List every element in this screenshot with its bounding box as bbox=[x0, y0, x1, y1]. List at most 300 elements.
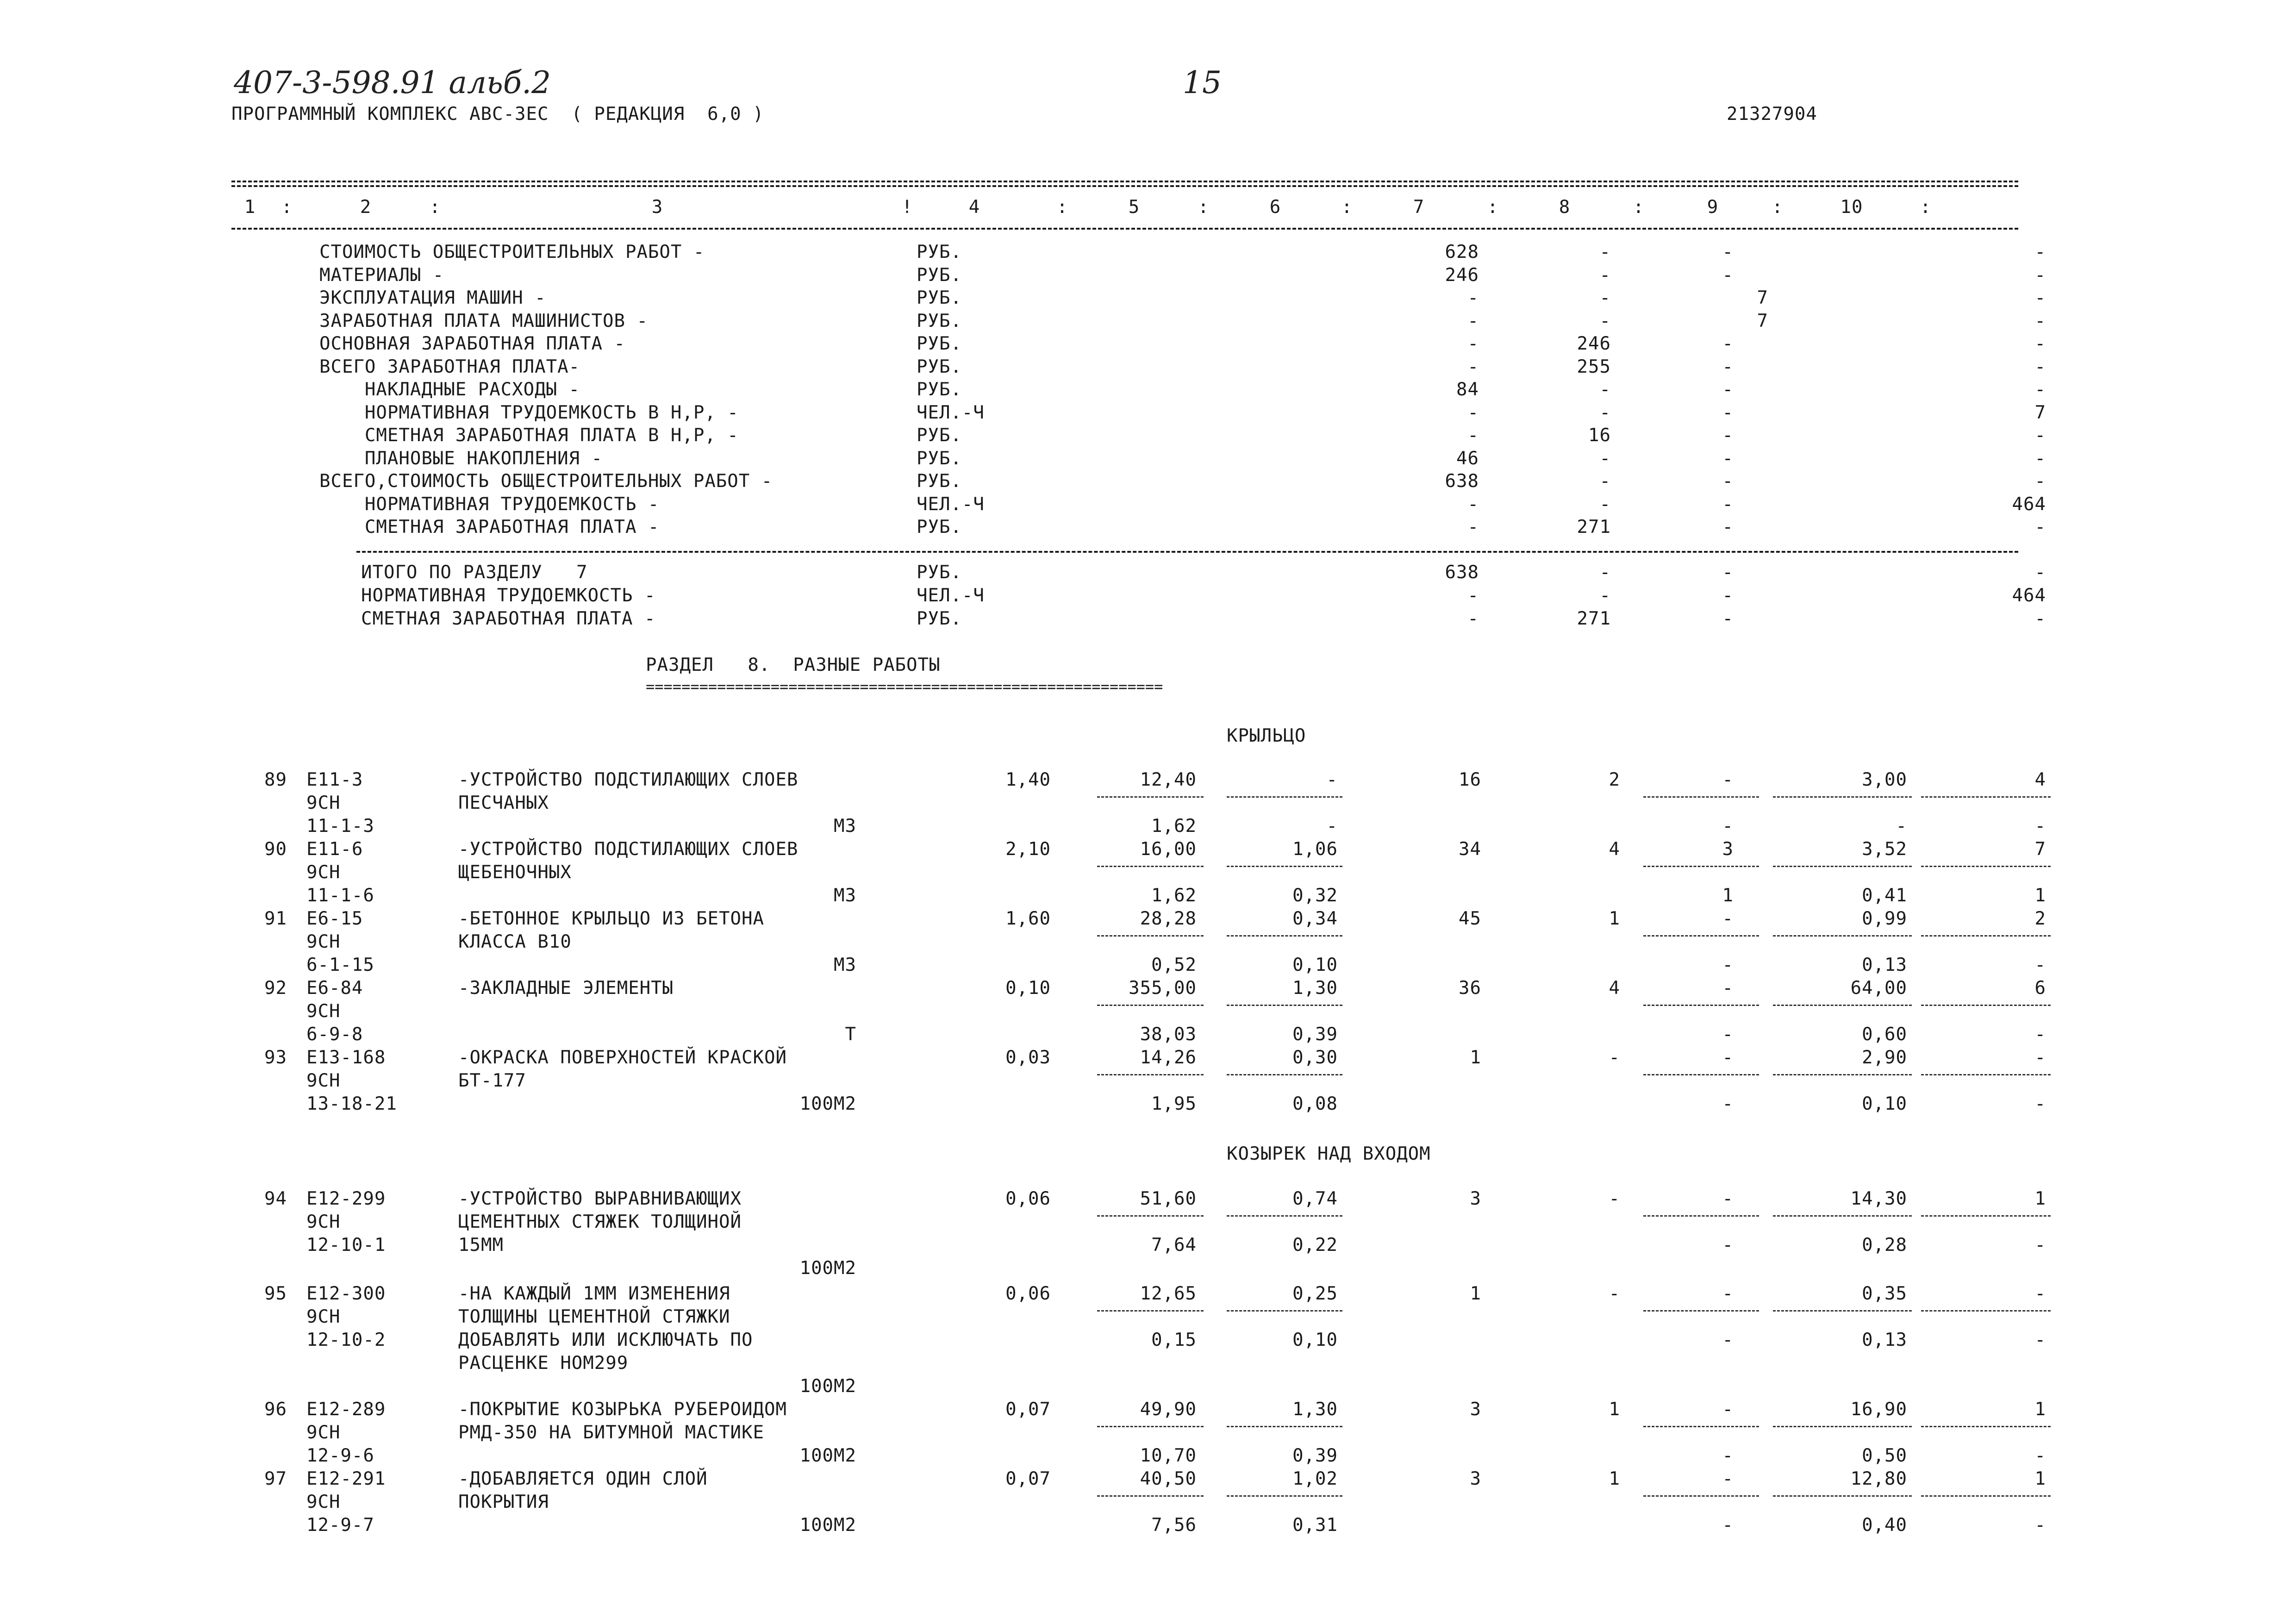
item-mech-wage: 0,39 bbox=[1292, 1445, 1338, 1466]
item-price-wage: 1,06 bbox=[1292, 839, 1338, 860]
item-rule bbox=[1227, 866, 1342, 867]
summary2-unit: РУБ. bbox=[917, 608, 962, 629]
summary-value-7: 638 bbox=[1445, 471, 1479, 492]
item-unit: 100М2 bbox=[799, 1445, 856, 1466]
item-mech-10: 0,13 bbox=[1862, 955, 1907, 975]
item-rule bbox=[1097, 935, 1204, 937]
item-description: -ПОКРЫТИЕ КОЗЫРЬКА РУБЕРОИДОМ bbox=[458, 1399, 787, 1420]
table-top-rule-2 bbox=[231, 185, 2018, 187]
summary-unit: РУБ. bbox=[917, 310, 962, 331]
subsection-porch: КРЫЛЬЦО bbox=[1227, 725, 1306, 746]
item-price-wage: 1,30 bbox=[1292, 1399, 1338, 1420]
item-unit: 100М2 bbox=[799, 1376, 856, 1397]
column-header-3: 3 bbox=[651, 197, 663, 218]
summary-value-8: 271 bbox=[1577, 517, 1611, 537]
summary-value-7: - bbox=[1467, 493, 1479, 515]
item-mech-total: 1,62 bbox=[1151, 816, 1197, 837]
item-number: 89 bbox=[264, 769, 287, 790]
item-rule bbox=[1921, 866, 2051, 867]
item-cost-9: - bbox=[1722, 1399, 1734, 1420]
item-number: 95 bbox=[264, 1283, 287, 1304]
summary-value-11: 7 bbox=[2034, 402, 2046, 423]
summary-value-11: - bbox=[2034, 356, 2046, 377]
item-code: 12-10-2 bbox=[306, 1330, 386, 1350]
summary-value-8: - bbox=[1599, 448, 1611, 469]
item-description: ЦЕМЕНТНЫХ СТЯЖЕК ТОЛЩИНОЙ bbox=[458, 1212, 742, 1232]
section-underline: ========================================================== bbox=[646, 678, 1163, 695]
summary-value-7: - bbox=[1467, 425, 1479, 446]
item-quantity: 1,60 bbox=[1005, 908, 1051, 929]
summary-value-11: - bbox=[2034, 264, 2046, 286]
item-mech-9: - bbox=[1722, 1235, 1734, 1255]
item-description: ПЕСЧАНЫХ bbox=[458, 793, 549, 813]
summary-value-7: 628 bbox=[1445, 242, 1479, 262]
item-cost-7: 36 bbox=[1459, 978, 1481, 999]
item-rule bbox=[1227, 796, 1342, 798]
summary-value-8: 16 bbox=[1588, 425, 1611, 446]
summary-value-11: - bbox=[2034, 287, 2046, 308]
item-cost-8: 4 bbox=[1609, 839, 1620, 860]
column-separator: : bbox=[1920, 197, 1932, 218]
column-header-7: 7 bbox=[1413, 197, 1425, 218]
item-code: 9СН bbox=[306, 1492, 341, 1512]
item-number: 92 bbox=[264, 978, 287, 999]
item-rule bbox=[1227, 1215, 1342, 1217]
item-price-wage: 1,30 bbox=[1292, 978, 1338, 999]
page-number: 15 bbox=[1183, 65, 1222, 100]
item-rule bbox=[1773, 1426, 1912, 1427]
item-rule bbox=[1773, 796, 1912, 798]
item-number: 94 bbox=[264, 1188, 287, 1209]
item-rule bbox=[1643, 1005, 1759, 1006]
summary-unit: ЧЕЛ.-Ч bbox=[917, 493, 985, 515]
item-quantity: 0,07 bbox=[1005, 1399, 1051, 1420]
item-mech-9: - bbox=[1722, 955, 1734, 975]
item-unit: 100М2 bbox=[799, 1093, 856, 1114]
summary-label: НОРМАТИВНАЯ ТРУДОЕМКОСТЬ - bbox=[319, 493, 660, 515]
summary-value-11: - bbox=[2034, 333, 2046, 354]
item-cost-10: 0,99 bbox=[1862, 908, 1907, 929]
item-cost-7: 3 bbox=[1470, 1399, 1481, 1420]
item-mech-wage: 0,31 bbox=[1292, 1515, 1338, 1536]
item-code: Е13-168 bbox=[306, 1047, 386, 1068]
summary-unit: РУБ. bbox=[917, 356, 962, 377]
item-mech-9: - bbox=[1722, 1024, 1734, 1045]
summary-value-8: 255 bbox=[1577, 356, 1611, 377]
item-rule bbox=[1643, 1074, 1759, 1075]
summary-label: ПЛАНОВЫЕ НАКОПЛЕНИЯ - bbox=[319, 448, 603, 469]
summary-value-7: - bbox=[1467, 356, 1479, 377]
column-header-9: 9 bbox=[1707, 197, 1719, 218]
column-separator: : bbox=[281, 197, 293, 218]
summary-unit: РУБ. bbox=[917, 333, 962, 354]
item-rule bbox=[1227, 1074, 1342, 1075]
summary2-value-9: - bbox=[1722, 608, 1734, 629]
item-mech-11: - bbox=[2034, 1024, 2046, 1045]
summary2-value-11: - bbox=[2034, 562, 2046, 583]
item-description: БТ-177 bbox=[458, 1070, 526, 1091]
item-code: Е12-300 bbox=[306, 1283, 386, 1304]
item-price-total: 49,90 bbox=[1140, 1399, 1197, 1420]
item-mech-11: - bbox=[2034, 1515, 2046, 1536]
column-separator: : bbox=[429, 197, 441, 218]
item-mech-wage: 0,10 bbox=[1292, 1330, 1338, 1350]
summary-label: ВСЕГО,СТОИМОСТЬ ОБЩЕСТРОИТЕЛЬНЫХ РАБОТ - bbox=[319, 471, 773, 492]
summary-value-7: 46 bbox=[1456, 448, 1479, 469]
item-mech-wage: 0,10 bbox=[1292, 955, 1338, 975]
item-code: 9СН bbox=[306, 1070, 341, 1091]
summary2-value-8: 271 bbox=[1577, 608, 1611, 629]
item-rule bbox=[1643, 1215, 1759, 1217]
item-rule bbox=[1921, 1005, 2051, 1006]
item-mech-total: 1,95 bbox=[1151, 1093, 1197, 1114]
item-rule bbox=[1643, 935, 1759, 937]
item-description: 15ММ bbox=[458, 1235, 504, 1255]
item-description: -ЗАКЛАДНЫЕ ЭЛЕМЕНТЫ bbox=[458, 978, 674, 999]
item-rule bbox=[1643, 866, 1759, 867]
item-mech-11: - bbox=[2034, 1235, 2046, 1255]
item-price-total: 51,60 bbox=[1140, 1188, 1197, 1209]
item-number: 97 bbox=[264, 1468, 287, 1489]
item-price-total: 355,00 bbox=[1129, 978, 1197, 999]
item-mech-total: 7,56 bbox=[1151, 1515, 1197, 1536]
item-cost-8: 4 bbox=[1609, 978, 1620, 999]
item-price-total: 16,00 bbox=[1140, 839, 1197, 860]
item-mech-total: 0,52 bbox=[1151, 955, 1197, 975]
column-header-8: 8 bbox=[1559, 197, 1571, 218]
item-quantity: 0,10 bbox=[1005, 978, 1051, 999]
summary-value-9: - bbox=[1722, 264, 1734, 286]
item-cost-11: 2 bbox=[2034, 908, 2046, 929]
item-code: Е6-15 bbox=[306, 908, 363, 929]
item-code: 9СН bbox=[306, 1422, 341, 1443]
item-cost-10: 16,90 bbox=[1850, 1399, 1907, 1420]
item-mech-9: - bbox=[1722, 1445, 1734, 1466]
summary-unit: РУБ. bbox=[917, 517, 962, 537]
item-mech-10: 0,13 bbox=[1862, 1330, 1907, 1350]
item-rule bbox=[1773, 1310, 1912, 1312]
item-price-wage: - bbox=[1326, 769, 1338, 790]
summary-unit: РУБ. bbox=[917, 471, 962, 492]
item-cost-11: 1 bbox=[2034, 1188, 2046, 1209]
item-mech-wage: - bbox=[1326, 816, 1338, 837]
item-rule bbox=[1921, 935, 2051, 937]
item-rule bbox=[1773, 1215, 1912, 1217]
summary-label: ВСЕГО ЗАРАБОТНАЯ ПЛАТА- bbox=[319, 356, 580, 377]
table-top-rule bbox=[231, 181, 2018, 182]
summary-value-9: - bbox=[1722, 356, 1734, 377]
item-number: 93 bbox=[264, 1047, 287, 1068]
item-quantity: 0,06 bbox=[1005, 1283, 1051, 1304]
item-quantity: 2,10 bbox=[1005, 839, 1051, 860]
summary-value-8: - bbox=[1599, 471, 1611, 492]
item-description: ПОКРЫТИЯ bbox=[458, 1492, 549, 1512]
item-description: -НА КАЖДЫЙ 1ММ ИЗМЕНЕНИЯ bbox=[458, 1283, 730, 1304]
item-rule bbox=[1227, 1005, 1342, 1006]
item-rule bbox=[1643, 796, 1759, 798]
column-header-5: 5 bbox=[1128, 197, 1140, 218]
summary-unit: РУБ. bbox=[917, 425, 962, 446]
summary-value-9: - bbox=[1722, 242, 1734, 262]
item-mech-total: 7,64 bbox=[1151, 1235, 1197, 1255]
item-unit: 100М2 bbox=[799, 1258, 856, 1279]
summary-value-9: - bbox=[1722, 333, 1734, 354]
summary-unit: РУБ. bbox=[917, 287, 962, 308]
summary-value-8: - bbox=[1599, 379, 1611, 400]
item-mech-11: - bbox=[2034, 1445, 2046, 1466]
summary-value-9: - bbox=[1722, 379, 1734, 400]
item-rule bbox=[1097, 1074, 1204, 1075]
summary-value-9: - bbox=[1722, 471, 1734, 492]
summary-unit: ЧЕЛ.-Ч bbox=[917, 402, 985, 423]
item-price-wage: 0,34 bbox=[1292, 908, 1338, 929]
column-separator: : bbox=[1198, 197, 1210, 218]
item-description: -ОКРАСКА ПОВЕРХНОСТЕЙ КРАСКОЙ bbox=[458, 1047, 787, 1068]
summary-label: НОРМАТИВНАЯ ТРУДОЕМКОСТЬ В Н,Р, - bbox=[319, 402, 739, 423]
item-mech-wage: 0,39 bbox=[1292, 1024, 1338, 1045]
summary-unit: РУБ. bbox=[917, 264, 962, 286]
summary-value-9: - bbox=[1722, 493, 1734, 515]
column-header-1: 1 bbox=[244, 197, 256, 218]
item-cost-10: 14,30 bbox=[1850, 1188, 1907, 1209]
item-description: -УСТРОЙСТВО ПОДСТИЛАЮЩИХ СЛОЕВ bbox=[458, 769, 799, 790]
summary-value-9: - bbox=[1722, 402, 1734, 423]
item-cost-11: 6 bbox=[2034, 978, 2046, 999]
item-cost-8: - bbox=[1609, 1188, 1620, 1209]
item-mech-10: 0,28 bbox=[1862, 1235, 1907, 1255]
item-mech-9: - bbox=[1722, 1515, 1734, 1536]
item-rule bbox=[1227, 935, 1342, 937]
item-rule bbox=[1921, 796, 2051, 798]
item-cost-11: - bbox=[2034, 1047, 2046, 1068]
item-rule bbox=[1097, 1426, 1204, 1427]
item-code: Е11-6 bbox=[306, 839, 363, 860]
item-price-wage: 1,02 bbox=[1292, 1468, 1338, 1489]
item-cost-10: 0,35 bbox=[1862, 1283, 1907, 1304]
summary-value-11: - bbox=[2034, 310, 2046, 331]
item-mech-10: 0,41 bbox=[1862, 885, 1907, 906]
item-unit: М3 bbox=[834, 955, 856, 975]
item-cost-11: - bbox=[2034, 1283, 2046, 1304]
item-price-total: 12,65 bbox=[1140, 1283, 1197, 1304]
summary-unit: РУБ. bbox=[917, 448, 962, 469]
item-mech-9: - bbox=[1722, 1330, 1734, 1350]
item-rule bbox=[1643, 1426, 1759, 1427]
item-rule bbox=[1921, 1310, 2051, 1312]
item-rule bbox=[1773, 1074, 1912, 1075]
summary2-value-7: - bbox=[1467, 608, 1479, 629]
item-number: 96 bbox=[264, 1399, 287, 1420]
item-mech-total: 0,15 bbox=[1151, 1330, 1197, 1350]
summary-label: ЗАРАБОТНАЯ ПЛАТА МАШИНИСТОВ - bbox=[319, 310, 648, 331]
summary-unit: РУБ. bbox=[917, 242, 962, 262]
summary2-value-7: - bbox=[1467, 585, 1479, 606]
item-cost-7: 1 bbox=[1470, 1047, 1481, 1068]
item-rule bbox=[1773, 1005, 1912, 1006]
item-code: 9СН bbox=[306, 1306, 341, 1327]
item-cost-10: 3,00 bbox=[1862, 769, 1907, 790]
item-rule bbox=[1227, 1310, 1342, 1312]
item-rule bbox=[1097, 1215, 1204, 1217]
item-mech-9: 1 bbox=[1722, 885, 1734, 906]
item-mech-total: 10,70 bbox=[1140, 1445, 1197, 1466]
item-cost-9: - bbox=[1722, 978, 1734, 999]
item-rule bbox=[1643, 1495, 1759, 1497]
column-separator: : bbox=[1056, 197, 1068, 218]
summary-value-7: - bbox=[1467, 287, 1479, 308]
summary-label: МАТЕРИАЛЫ - bbox=[319, 264, 444, 286]
item-code: 13-18-21 bbox=[306, 1093, 397, 1114]
summary2-unit: ЧЕЛ.-Ч bbox=[917, 585, 985, 606]
summary-label: ОСНОВНАЯ ЗАРАБОТНАЯ ПЛАТА - bbox=[319, 333, 625, 354]
subsection-canopy: КОЗЫРЕК НАД ВХОДОМ bbox=[1227, 1143, 1431, 1164]
item-cost-10: 64,00 bbox=[1850, 978, 1907, 999]
item-cost-9: - bbox=[1722, 1468, 1734, 1489]
item-rule bbox=[1921, 1495, 2051, 1497]
summary-value-9: - bbox=[1722, 425, 1734, 446]
item-cost-9: - bbox=[1722, 769, 1734, 790]
item-cost-8: 1 bbox=[1609, 908, 1620, 929]
item-mech-wage: 0,22 bbox=[1292, 1235, 1338, 1255]
column-separator: : bbox=[1341, 197, 1353, 218]
summary-rule bbox=[356, 551, 2018, 553]
summary2-unit: РУБ. bbox=[917, 562, 962, 583]
item-cost-11: 1 bbox=[2034, 1399, 2046, 1420]
item-mech-10: 0,60 bbox=[1862, 1024, 1907, 1045]
item-mech-10: 0,50 bbox=[1862, 1445, 1907, 1466]
item-cost-9: - bbox=[1722, 1047, 1734, 1068]
summary-label: СМЕТНАЯ ЗАРАБОТНАЯ ПЛАТА В Н,Р, - bbox=[319, 425, 739, 446]
summary-value-9: - bbox=[1722, 517, 1734, 537]
item-price-total: 40,50 bbox=[1140, 1468, 1197, 1489]
item-unit: 100М2 bbox=[799, 1515, 856, 1536]
summary-value-8: - bbox=[1599, 402, 1611, 423]
item-description: РМД-350 НА БИТУМНОЙ МАСТИКЕ bbox=[458, 1422, 764, 1443]
item-mech-10: - bbox=[1896, 816, 1907, 837]
item-mech-11: 1 bbox=[2034, 885, 2046, 906]
summary2-value-7: 638 bbox=[1445, 562, 1479, 583]
item-cost-8: 1 bbox=[1609, 1399, 1620, 1420]
item-code: 9СН bbox=[306, 1001, 341, 1022]
item-rule bbox=[1773, 1495, 1912, 1497]
item-code: 9СН bbox=[306, 1212, 341, 1232]
item-rule bbox=[1097, 1005, 1204, 1006]
summary-value-8: - bbox=[1599, 287, 1611, 308]
summary-label: СМЕТНАЯ ЗАРАБОТНАЯ ПЛАТА - bbox=[319, 517, 660, 537]
summary2-label: ИТОГО ПО РАЗДЕЛУ 7 bbox=[361, 562, 588, 583]
summary-value-9: - bbox=[1722, 448, 1734, 469]
summary-value-7: - bbox=[1467, 333, 1479, 354]
column-header-10: 10 bbox=[1840, 197, 1863, 218]
item-code: Е12-299 bbox=[306, 1188, 386, 1209]
item-code: 6-1-15 bbox=[306, 955, 374, 975]
summary2-value-8: - bbox=[1599, 562, 1611, 583]
column-separator: : bbox=[1772, 197, 1784, 218]
item-quantity: 0,03 bbox=[1005, 1047, 1051, 1068]
summary2-label: НОРМАТИВНАЯ ТРУДОЕМКОСТЬ - bbox=[361, 585, 656, 606]
item-cost-9: - bbox=[1722, 1188, 1734, 1209]
summary-value-8: 246 bbox=[1577, 333, 1611, 354]
item-mech-total: 38,03 bbox=[1140, 1024, 1197, 1045]
item-mech-wage: 0,32 bbox=[1292, 885, 1338, 906]
summary-unit: РУБ. bbox=[917, 379, 962, 400]
program-line: ПРОГРАММНЫЙ КОМПЛЕКС АВС-3ЕС ( РЕДАКЦИЯ 6,0 ) bbox=[231, 104, 764, 125]
item-rule bbox=[1097, 796, 1204, 798]
item-cost-9: - bbox=[1722, 1283, 1734, 1304]
item-code: 12-9-7 bbox=[306, 1515, 374, 1536]
item-description: ДОБАВЛЯТЬ ИЛИ ИСКЛЮЧАТЬ ПО bbox=[458, 1330, 753, 1350]
table-header-rule bbox=[231, 228, 2018, 230]
item-description: ЩЕБЕНОЧНЫХ bbox=[458, 862, 572, 883]
summary-value-7: - bbox=[1467, 517, 1479, 537]
item-price-total: 12,40 bbox=[1140, 769, 1197, 790]
summary-value-11: - bbox=[2034, 448, 2046, 469]
summary2-value-9: - bbox=[1722, 562, 1734, 583]
item-cost-7: 45 bbox=[1459, 908, 1481, 929]
item-code: 11-1-3 bbox=[306, 816, 374, 837]
item-mech-10: 0,10 bbox=[1862, 1093, 1907, 1114]
summary-value-8: - bbox=[1599, 310, 1611, 331]
summary2-value-8: - bbox=[1599, 585, 1611, 606]
item-rule bbox=[1921, 1074, 2051, 1075]
summary2-value-11: 464 bbox=[2012, 585, 2046, 606]
item-cost-10: 12,80 bbox=[1850, 1468, 1907, 1489]
item-price-total: 28,28 bbox=[1140, 908, 1197, 929]
summary-value-7: 246 bbox=[1445, 264, 1479, 286]
item-cost-8: 1 bbox=[1609, 1468, 1620, 1489]
column-header-4: 4 bbox=[968, 197, 980, 218]
item-mech-9: - bbox=[1722, 816, 1734, 837]
item-code: Е12-291 bbox=[306, 1468, 386, 1489]
summary-value-8: - bbox=[1599, 264, 1611, 286]
column-header-6: 6 bbox=[1269, 197, 1281, 218]
summary-value-10: 7 bbox=[1757, 310, 1768, 331]
item-code: 9СН bbox=[306, 931, 341, 952]
item-mech-total: 1,62 bbox=[1151, 885, 1197, 906]
column-separator: ! bbox=[901, 197, 913, 218]
item-cost-7: 34 bbox=[1459, 839, 1481, 860]
item-description: -УСТРОЙСТВО ВЫРАВНИВАЮЩИХ bbox=[458, 1188, 742, 1209]
item-code: 9СН bbox=[306, 862, 341, 883]
item-description: РАСЦЕНКЕ НОМ299 bbox=[458, 1353, 629, 1374]
summary2-value-9: - bbox=[1722, 585, 1734, 606]
column-separator: : bbox=[1633, 197, 1645, 218]
item-rule bbox=[1773, 866, 1912, 867]
item-quantity: 1,40 bbox=[1005, 769, 1051, 790]
item-code: 12-9-6 bbox=[306, 1445, 374, 1466]
summary-value-11: - bbox=[2034, 471, 2046, 492]
item-cost-9: - bbox=[1722, 908, 1734, 929]
summary-label: СТОИМОСТЬ ОБЩЕСТРОИТЕЛЬНЫХ РАБОТ - bbox=[319, 242, 705, 262]
item-mech-11: - bbox=[2034, 955, 2046, 975]
summary-value-11: 464 bbox=[2012, 493, 2046, 515]
item-rule bbox=[1227, 1495, 1342, 1497]
summary-value-10: 7 bbox=[1757, 287, 1768, 308]
item-description: -УСТРОЙСТВО ПОДСТИЛАЮЩИХ СЛОЕВ bbox=[458, 839, 799, 860]
summary2-label: СМЕТНАЯ ЗАРАБОТНАЯ ПЛАТА - bbox=[361, 608, 656, 629]
item-mech-11: - bbox=[2034, 1093, 2046, 1114]
summary-value-8: - bbox=[1599, 242, 1611, 262]
summary-label: ЭКСПЛУАТАЦИЯ МАШИН - bbox=[319, 287, 546, 308]
item-code: Е11-3 bbox=[306, 769, 363, 790]
item-cost-10: 2,90 bbox=[1862, 1047, 1907, 1068]
item-cost-9: 3 bbox=[1722, 839, 1734, 860]
item-rule bbox=[1097, 1495, 1204, 1497]
item-rule bbox=[1097, 1310, 1204, 1312]
item-cost-8: - bbox=[1609, 1047, 1620, 1068]
item-rule bbox=[1643, 1310, 1759, 1312]
summary-value-7: - bbox=[1467, 310, 1479, 331]
